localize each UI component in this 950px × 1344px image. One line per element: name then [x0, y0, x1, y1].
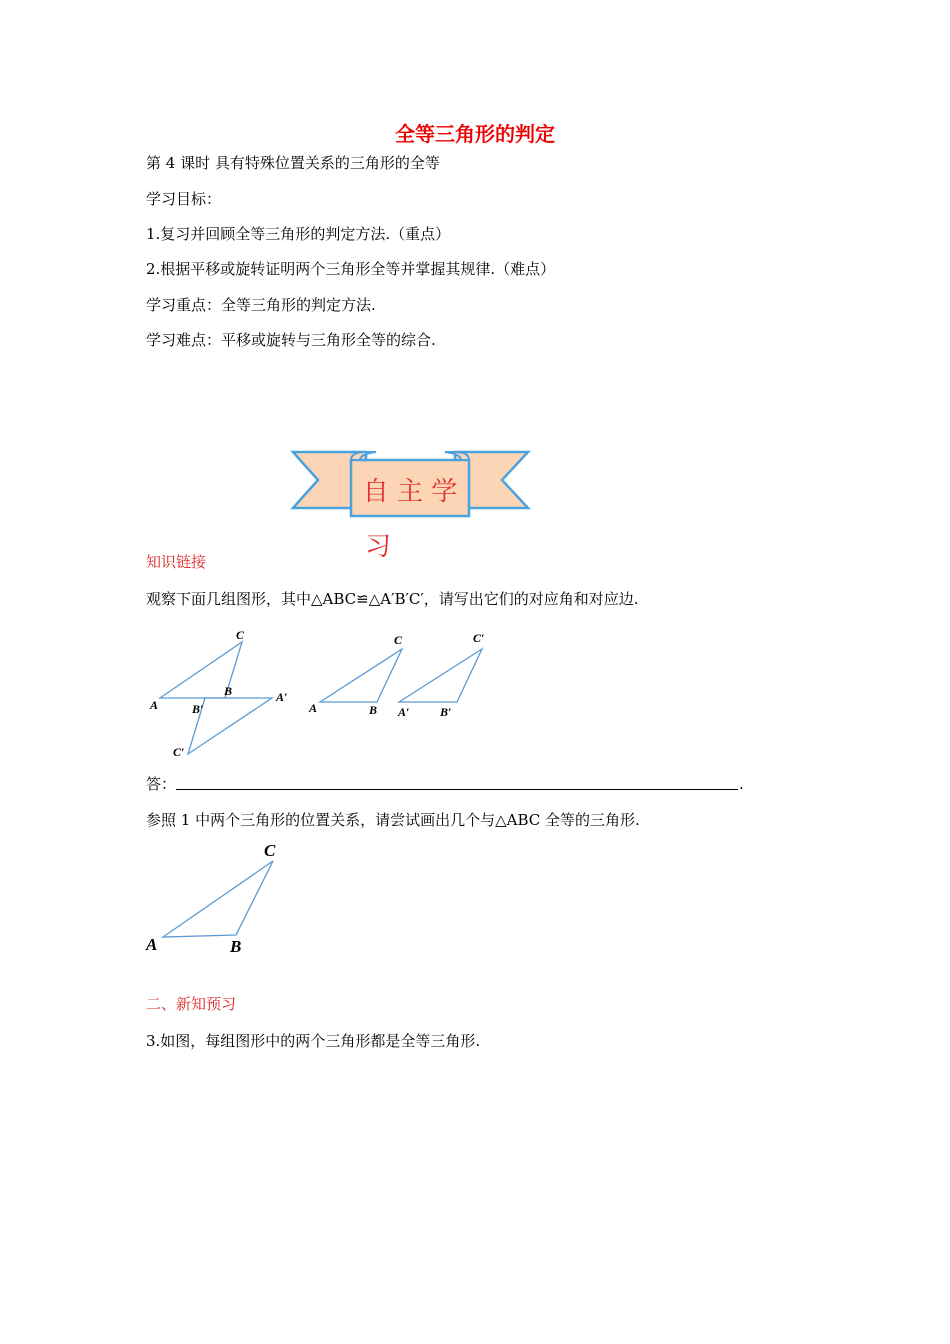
section-knowledge-link: 知识链接	[146, 553, 207, 571]
lesson-subtitle: 第 4 课时 具有特殊位置关系的三角形的全等	[146, 154, 440, 172]
page-title: 全等三角形的判定	[395, 122, 555, 146]
label-c: C	[394, 633, 403, 647]
figure-rotation	[140, 625, 300, 760]
banner-text-line2: 习	[365, 532, 392, 562]
figure-translation	[305, 625, 495, 725]
banner-text-line1: 自 主 学	[362, 477, 458, 507]
label-b: B	[230, 937, 242, 956]
question-2: 参照 1 中两个三角形的位置关系，请尝试画出几个与△ABC 全等的三角形.	[146, 811, 640, 829]
question-3: 3.如图，每组图形中的两个三角形都是全等三角形.	[146, 1032, 481, 1050]
triangle-abc	[320, 649, 402, 702]
objectives-heading: 学习目标：	[146, 190, 222, 208]
label-b-prime: B′	[440, 705, 452, 719]
answer-blank[interactable]	[176, 789, 738, 790]
key-point: 学习重点：全等三角形的判定方法.	[146, 296, 376, 314]
label-c-prime: C′	[473, 631, 485, 645]
label-b: B	[369, 703, 378, 717]
triangle-abc	[163, 861, 273, 937]
label-a: A	[309, 701, 318, 715]
self-study-banner	[288, 448, 533, 560]
label-c-prime: C′	[173, 745, 185, 759]
label-c: C	[236, 628, 245, 642]
answer-label: 答：	[146, 775, 177, 793]
objective-1: 1.复习并回顾全等三角形的判定方法.（重点）	[146, 225, 451, 243]
question-1: 观察下面几组图形，其中△ABC≌△A′B′C′，请写出它们的对应角和对应边.	[146, 590, 639, 608]
answer-end: .	[739, 775, 744, 793]
figure-triangle-abc	[140, 838, 300, 963]
label-c: C	[264, 841, 276, 860]
label-a: A	[146, 935, 158, 954]
label-a-prime: A′	[276, 690, 288, 704]
triangle-a1b1c1	[399, 649, 482, 702]
label-b: B	[224, 684, 233, 698]
section-new-knowledge: 二、新知预习	[146, 995, 237, 1013]
objective-2: 2.根据平移或旋转证明两个三角形全等并掌握其规律.（难点）	[146, 260, 556, 278]
difficulty: 学习难点：平移或旋转与三角形全等的综合.	[146, 331, 436, 349]
label-a-prime: A′	[398, 705, 410, 719]
label-a: A	[150, 698, 159, 712]
label-b-prime: B′	[192, 702, 204, 716]
